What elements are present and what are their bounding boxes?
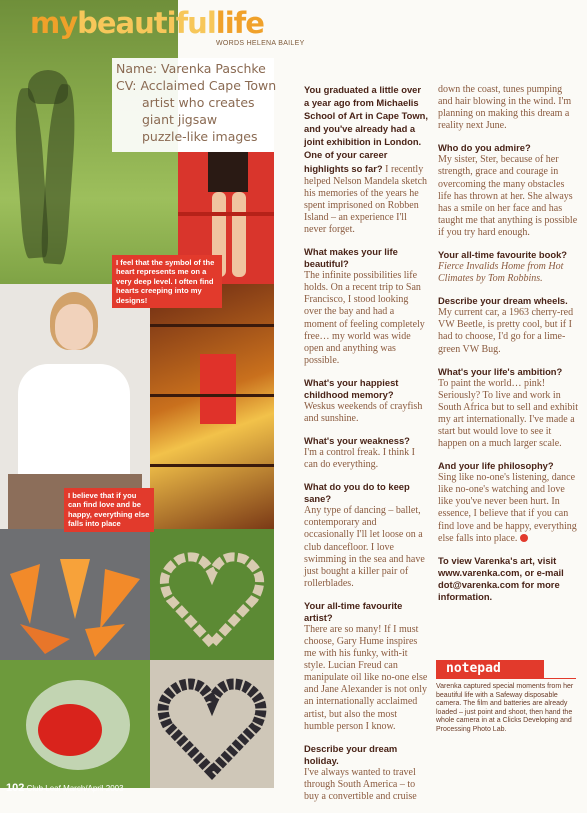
qa-block: Your all-time favourite book? Fierce Invalids Home from Hot Climates by Tom Robbins. <box>438 249 568 285</box>
profile-cv-line: puzzle-like images <box>142 129 258 144</box>
profile-cv-line: artist who creates <box>142 95 255 110</box>
qa-block: What do you do to keep sane? Any type of dancing – ballet, contemporary and occasionally I'll let loose on a club dancefloor. I love swimming in the sea and have just bought a killer pair of rollerblades. <box>304 481 425 589</box>
qa-block: You graduated a little over a year ago from Michaelis School of Art in Cape Town, and you've already had a joint exhibition in London. One of your career highlights so far? I recently helped Nelson Mandela sketch his memories of the years he spent imprisoned on Robben Island – an experience I'll never forget. <box>304 84 428 236</box>
qa-block: Describe your dream holiday. I've always wanted to travel through South America – to buy a convertible and cruise <box>304 742 417 802</box>
qa-block: What's your happiest childhood memory? Weskus weekends of crayfish and sunshine. <box>304 376 423 424</box>
notepad-text: Varenka captured special moments from her beautiful life with a Safeway disposable camera. The film and batteries are already loaded – just point and shoot, then hand the whole camera in at a Clicks Developing and Processing Photo Lab. <box>436 683 574 733</box>
qa-block: Describe your dream wheels. My current car, a 1963 cherry-red VW Beetle, is pretty cool, but if I had to choose, I'd go for a lime-green VW Bug. <box>438 295 574 355</box>
window-painting-photo <box>150 284 274 529</box>
shell-heart-photo <box>150 660 274 788</box>
heart-quote-callout: I feel that the symbol of the heart represents me on a very deep level. I often find hearts creeping into my designs! <box>112 255 222 308</box>
profile-cv-line: giant jigsaw <box>142 112 218 127</box>
profile-name: Name: Varenka Paschke <box>116 61 266 76</box>
contact-info: To view Varenka's art, visit www.varenka.com, or e-mail dot@varenka.com for more information. <box>438 554 564 602</box>
qa-block: down the coast, tunes pumping and hair blowing in the wind. I'm planning on making this dream a reality next June. <box>438 84 572 132</box>
qa-block: And your life philosophy? Sing like no-one's listening, dance like no-one's watching and love like you've never been hurt. In essence, I believe that if you can find love and be happy, everything else falls into place. <box>438 460 577 544</box>
page-number: 102 <box>6 782 25 794</box>
qa-block: What makes your life beautiful? The infinite possibilities life holds. On a recent trip to San Francisco, I stood looking over the bay and had a moment of feeling completely free… my world was wide open and anything was possible. <box>304 246 425 366</box>
driftwood-heart-photo <box>150 529 274 660</box>
glass-heart-photo <box>0 660 150 788</box>
traffic-cone-heart-photo <box>0 529 150 660</box>
profile-cv-line: CV: Acclaimed Cape Town <box>116 78 277 93</box>
interview-column-2 <box>438 84 578 613</box>
notepad-label: notepad <box>446 661 501 676</box>
page-folio <box>6 782 124 794</box>
notepad-divider <box>436 678 576 679</box>
end-mark-icon <box>520 534 528 542</box>
qa-block: Who do you admire? My sister, Ster, because of her strength, grace and courage in overcoming the many obstacles life has thrown at her. She always has a smile on her face and has taught me that anything is possible if you try hard enough. <box>438 142 578 238</box>
qa-block: What's your life's ambition? To paint the world… pink! Seriously? To live and work in South Africa but to sell and exhibit my art internationally. I've made a start but would love to see it happen on a much larger scale. <box>438 365 578 450</box>
page-masthead: mybeautifullife <box>30 6 264 40</box>
love-quote-callout: I believe that if you can find love and be happy, everything else falls into place <box>64 488 154 532</box>
issue-info: Club Leaf March/April 2003 <box>26 784 124 793</box>
qa-block: Your all-time favourite artist? There are so many! If I must choose, Gary Hume inspires me with his funky, with-it style. Lucian Freud can manipulate oil like no-one else and Jane Alexander is not only an internationally acclaimed artist, but also the most humble person I know. <box>304 599 428 732</box>
profile-box <box>112 58 277 152</box>
byline: WORDS HELENA BAILEY <box>216 40 305 47</box>
qa-block: What's your weakness? I'm a control freak. I think I can do everything. <box>304 435 415 471</box>
interview-column-1 <box>304 84 428 813</box>
